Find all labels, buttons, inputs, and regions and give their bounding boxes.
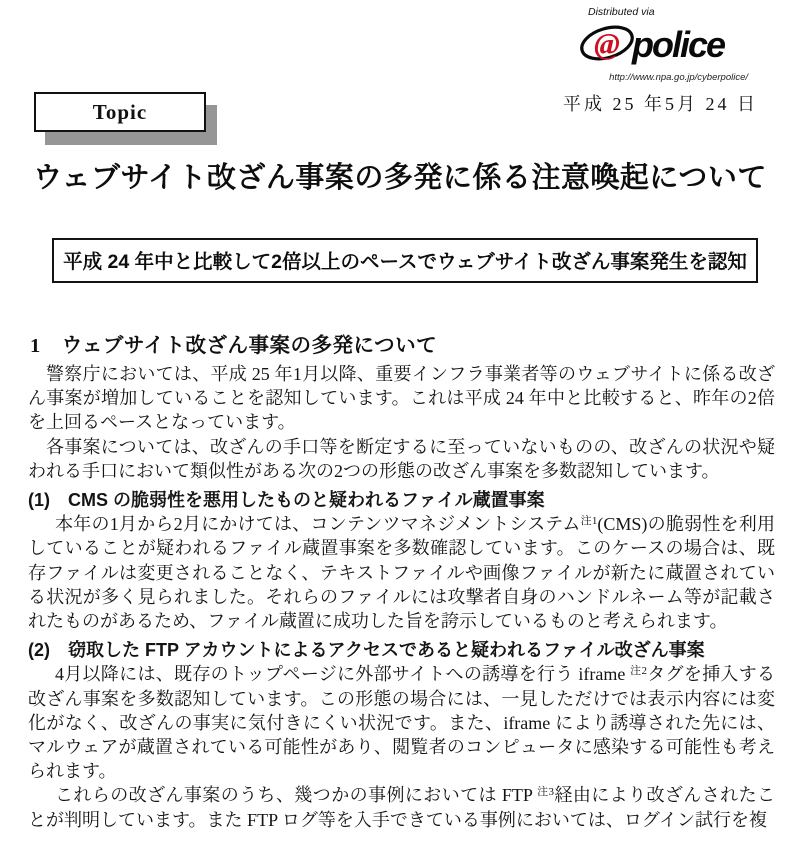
item2-text-2: これらの改ざん事案のうち、幾つかの事例においては FTP (55, 785, 538, 806)
page-title: ウェブサイト改ざん事案の多発に係る注意喚起について (33, 162, 767, 194)
brand-text: police (632, 23, 725, 65)
item1-paragraph (28, 512, 775, 633)
svg-text:@: @ (594, 26, 620, 61)
highlight-box: 平成 24 年中と比較して2倍以上のペースでウェブサイト改ざん事案発生を認知 (52, 238, 758, 283)
item2-paragraph-2 (28, 783, 775, 831)
section1-heading: 1 ウェブサイト改ざん事案の多発について (30, 335, 438, 357)
paragraph-1: 警察庁においては、平成 25 年1月以降、重要インフラ事業者等のウェブサイトに係る改ざん事案が増加していることを認知しています。これは平成 24 年中と比較すると、昨年の2倍を上回るペースとなっています。 (28, 364, 775, 433)
at-ellipse-icon (578, 18, 632, 71)
item2-text: 4月以降には、既存のトップページに外部サイトへの誘導を行う iframe (55, 664, 631, 685)
topic-box (34, 92, 206, 132)
note2-ref: 注2 (630, 665, 647, 678)
item2-text-cont: タグを挿入する改ざん事案を多数認知しています。この形態の場合には、一見しただけでは表示内容には変化がなく、改ざんの事実に気付きにくい状況です。また、iframe により誘導された先には、マルウェアが蔵置されている可能性があり、閲覧者のコンピュータに感染する可能性も考えられます。 (28, 664, 775, 782)
topic-label: Topic (92, 99, 148, 124)
document-date: 平成 25 年5月 24 日 (563, 94, 758, 114)
paragraph-2: 各事案については、改ざんの手口等を断定するに至っていないものの、改ざんの状況や疑われる手口において類似性がある次の2つの形態の改ざん事案を多数認知しています。 (28, 436, 775, 481)
cyberpolice-url: http://www.npa.go.jp/cyberpolice/ (609, 72, 748, 83)
distributed-via-label: Distributed via (588, 6, 655, 18)
section1-body (28, 362, 775, 832)
item1-heading: (1) CMS の脆弱性を悪用したものと疑われるファイル蔵置事案 (28, 490, 545, 511)
item2-heading: (2) 窃取した FTP アカウントによるアクセスであると疑われるファイル改ざん事案 (28, 640, 705, 661)
item1-text-cont: (CMS)の脆弱性を利用していることが疑われるファイル蔵置事案を多数確認しています。このケースの場合は、既存ファイルは変更されることなく、テキストファイルや画像ファイルが新たに蔵置されている状況が多く見られました。それらのファイルには攻撃者自身のハンドルネーム等が記載されたものがあるため、ファイル蔵置に成功した旨を誇示しているものと考えられます。 (28, 514, 775, 632)
note1-ref: 注1 (580, 515, 598, 528)
item1-text: 本年の1月から2月にかけては、コンテンツマネジメントシステム (55, 514, 581, 535)
item2-text-2-cont: 経由により改ざんされたことが判明しています。また FTP ログ等を入手できている事例においては、ログイン試行を複 (28, 785, 775, 830)
note3-ref: 注3 (537, 786, 555, 799)
at-police-logo (578, 6, 748, 83)
item2-paragraph-1 (28, 662, 775, 783)
